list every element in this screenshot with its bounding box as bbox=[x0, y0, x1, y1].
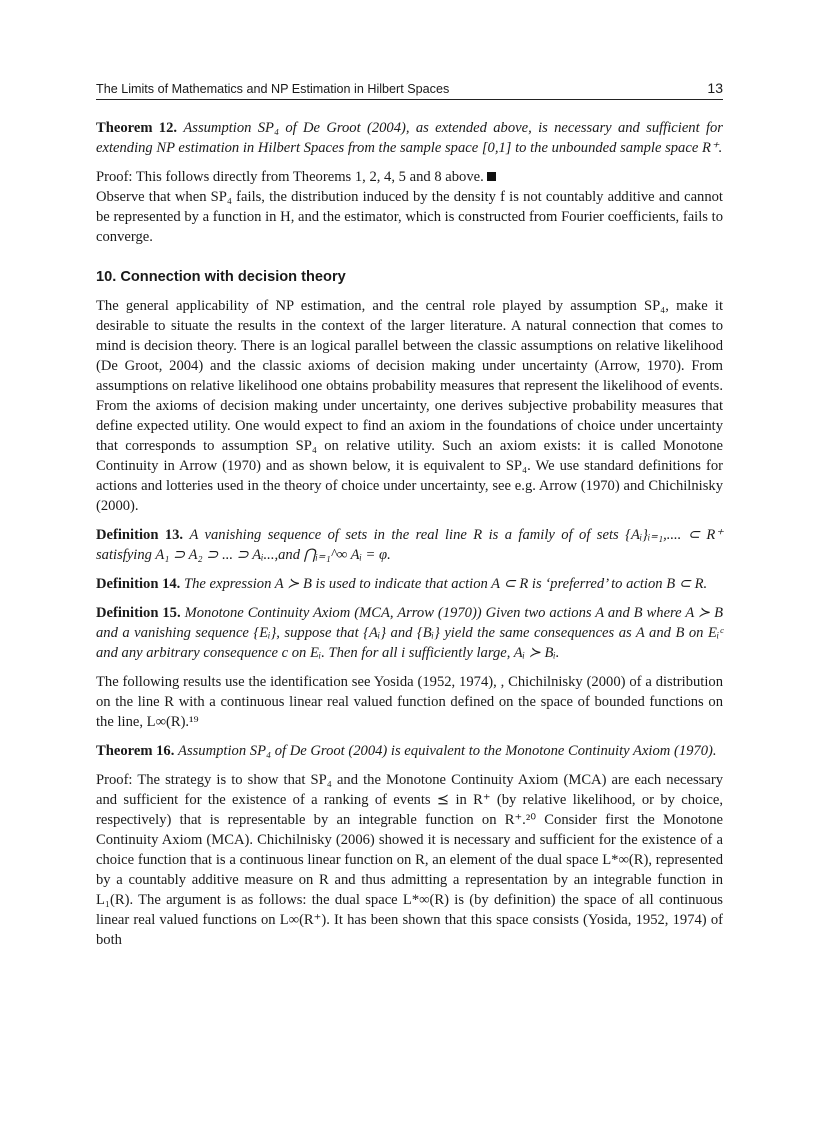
observe-paragraph: Observe that when SP₄ fails, the distribution induced by the density f is not countably additive and cannot be represented by a function in H, and the estimator, which is constructed from Fourier coefficients, fails to converge. bbox=[96, 189, 723, 245]
theorem-16 bbox=[96, 741, 723, 761]
proof-12 bbox=[96, 167, 723, 187]
definition-14 bbox=[96, 574, 723, 594]
theorem-12 bbox=[96, 118, 723, 158]
running-header bbox=[96, 80, 723, 100]
definition-14-label: Definition 14. bbox=[96, 576, 181, 592]
theorem-16-statement: Assumption SP₄ of De Groot (2004) is equivalent to the Monotone Continuity Axiom (1970). bbox=[178, 743, 717, 759]
definition-15 bbox=[96, 603, 723, 663]
following-results-paragraph: The following results use the identification see Yosida (1952, 1974), , Chichilnisky (2000) of a distribution on the line R with a continuous linear real valued function defined on the space of bounded functions on the line, L∞(R).¹⁹ bbox=[96, 674, 723, 730]
page-body bbox=[96, 118, 723, 950]
general-applicability-paragraph: The general applicability of NP estimation, and the central role played by assumption SP₄, make it desirable to situate the results in the context of the larger literature. A natural connection that comes to mind is decision theory. There is an logical parallel between the classic assumptions on relative likelihood (De Groot, 2004) and the classic axioms of decision making under uncertainty (Arrow, 1970). From assumptions on relative likelihood one obtains probability measures that represent the likelihood of events. From the axioms of decision making under uncertainty, one derives subjective probability measures that define expected utility. One would expect to find an axiom in the foundations of choice under uncertainty that corresponds to assumption SP₄ on relative utility. Such an axiom exists: it is called Monotone Continuity in Arrow (1970) and as shown below, it is equivalent to SP₄. We use standard definitions for actions and lotteries used in the theory of choice under uncertainty, see e.g. Arrow (1970) and Chichilnisky (2000). bbox=[96, 298, 723, 514]
running-title: The Limits of Mathematics and NP Estimation in Hilbert Spaces bbox=[96, 82, 450, 96]
proof-12-text: Proof: This follows directly from Theorems 1, 2, 4, 5 and 8 above. bbox=[96, 169, 484, 185]
definition-13 bbox=[96, 525, 723, 565]
qed-square-icon bbox=[487, 172, 496, 181]
theorem-12-statement: Assumption SP₄ of De Groot (2004), as extended above, is necessary and sufficient for extending NP estimation in Hilbert Spaces from the sample space [0,1] to the unbounded sample space R⁺. bbox=[96, 120, 723, 156]
definition-13-label: Definition 13. bbox=[96, 527, 184, 543]
theorem-16-label: Theorem 16. bbox=[96, 743, 175, 759]
definition-14-statement: The expression A ≻ B is used to indicate that action A ⊂ R is ‘preferred’ to action B ⊂ R. bbox=[183, 576, 708, 592]
section-10-heading: 10. Connection with decision theory bbox=[96, 269, 346, 285]
theorem-12-label: Theorem 12. bbox=[96, 120, 178, 136]
definition-15-label: Definition 15. bbox=[96, 605, 181, 621]
proof-16-paragraph: Proof: The strategy is to show that SP₄ and the Monotone Continuity Axiom (MCA) are each necessary and sufficient for the existence of a ranking of events ⪯ in R⁺ (by relative likelihood, or by choice, respectively) that is representable by an integrable function on R⁺.²⁰ Consider first the Monotone Continuity Axiom (MCA). Chichilnisky (2006) showed it is necessary and sufficient for the existence of a choice function that is a continuous linear function on R, an element of the dual space L*∞(R), represented by a countably additive measure on R and thus admitting a representation by an integrable function in L₁(R). The argument is as follows: the dual space L*∞(R) is (by definition) the space of all continuous linear real valued functions on L∞(R⁺). It has been shown that this space consists (Yosida, 1952, 1974) of both bbox=[96, 772, 723, 948]
definition-13-statement: A vanishing sequence of sets in the real line R is a family of of sets {Aᵢ}ᵢ₌₁,.... ⊂ R⁺ satisfying A₁ ⊃ A₂ ⊃ ... ⊃ Aᵢ...,and ⋂ᵢ₌₁^∞ Aᵢ = φ. bbox=[96, 527, 723, 563]
page-number: 13 bbox=[707, 80, 723, 96]
definition-15-statement: Monotone Continuity Axiom (MCA, Arrow (1970)) Given two actions A and B where A ≻ B and a vanishing sequence {Eᵢ}, suppose that {Aᵢ} and {Bᵢ} yield the same consequences as A and B on Eᵢᶜ and any arbitrary consequence c on Eᵢ. Then for all i sufficiently large, Aᵢ ≻ Bᵢ. bbox=[96, 605, 724, 661]
